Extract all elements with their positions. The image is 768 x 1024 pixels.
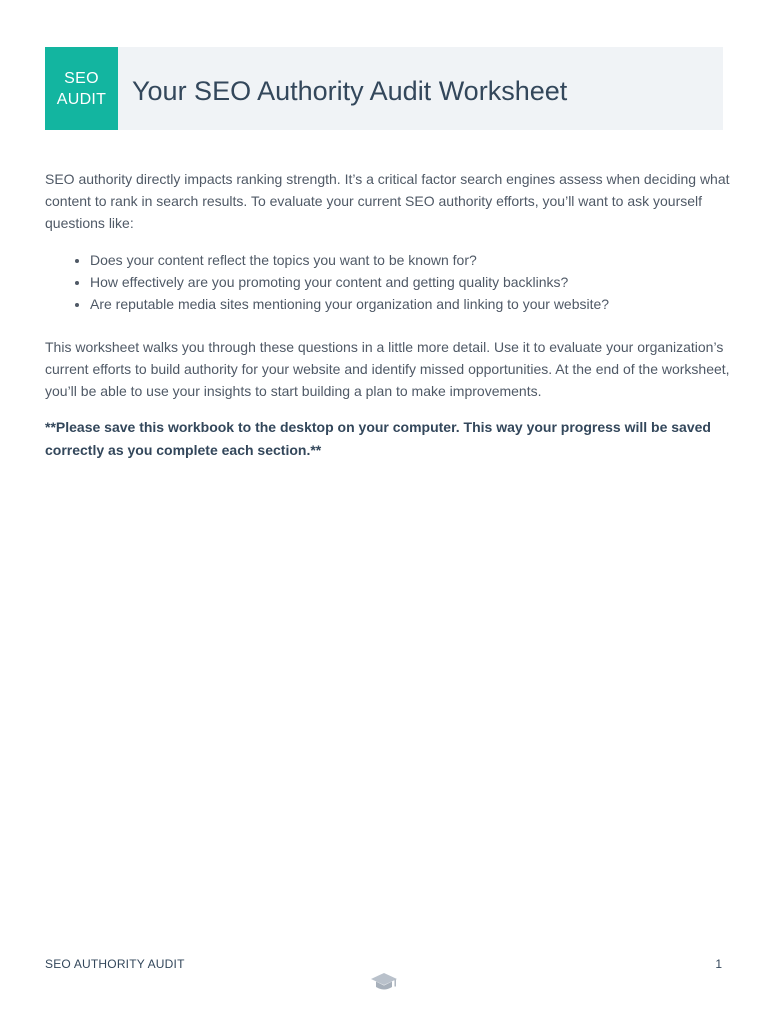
list-item: • Does your content reflect the topics you want to be known for? [90,249,730,271]
header-banner [45,47,723,130]
list-item: • How effectively are you promoting your content and getting quality backlinks? [90,271,730,293]
page-title: Your SEO Authority Audit Worksheet [132,76,568,106]
badge-line-2: AUDIT [56,90,107,108]
intro-paragraph: SEO authority directly impacts ranking strength. It’s a critical factor search engines assess when deciding what content to rank in search results. To evaluate your current SEO authority efforts, you’ll want to ask yourself questions like: [45,171,730,231]
footer-label: SEO AUTHORITY AUDIT [45,957,185,971]
list-item: • Are reputable media sites mentioning your organization and linking to your website? [90,293,730,315]
save-instruction-note: **Please save this workbook to the desktop on your computer. This way your progress will be saved correctly as you complete each section.** [45,419,711,458]
badge-line-1: SEO [64,69,99,87]
page-number: 1 [715,957,722,971]
body-paragraph: This worksheet walks you through these questions in a little more detail. Use it to evaluate your organization’s current efforts to build authority for your website and identify missed opportunities. At the end of the worksheet, you’ll be able to use your insights to start building a plan to make improvements. [45,339,730,399]
graduation-cap-icon [370,970,398,992]
question-list [45,249,730,315]
main-content [45,168,730,462]
seo-audit-badge [45,47,118,130]
